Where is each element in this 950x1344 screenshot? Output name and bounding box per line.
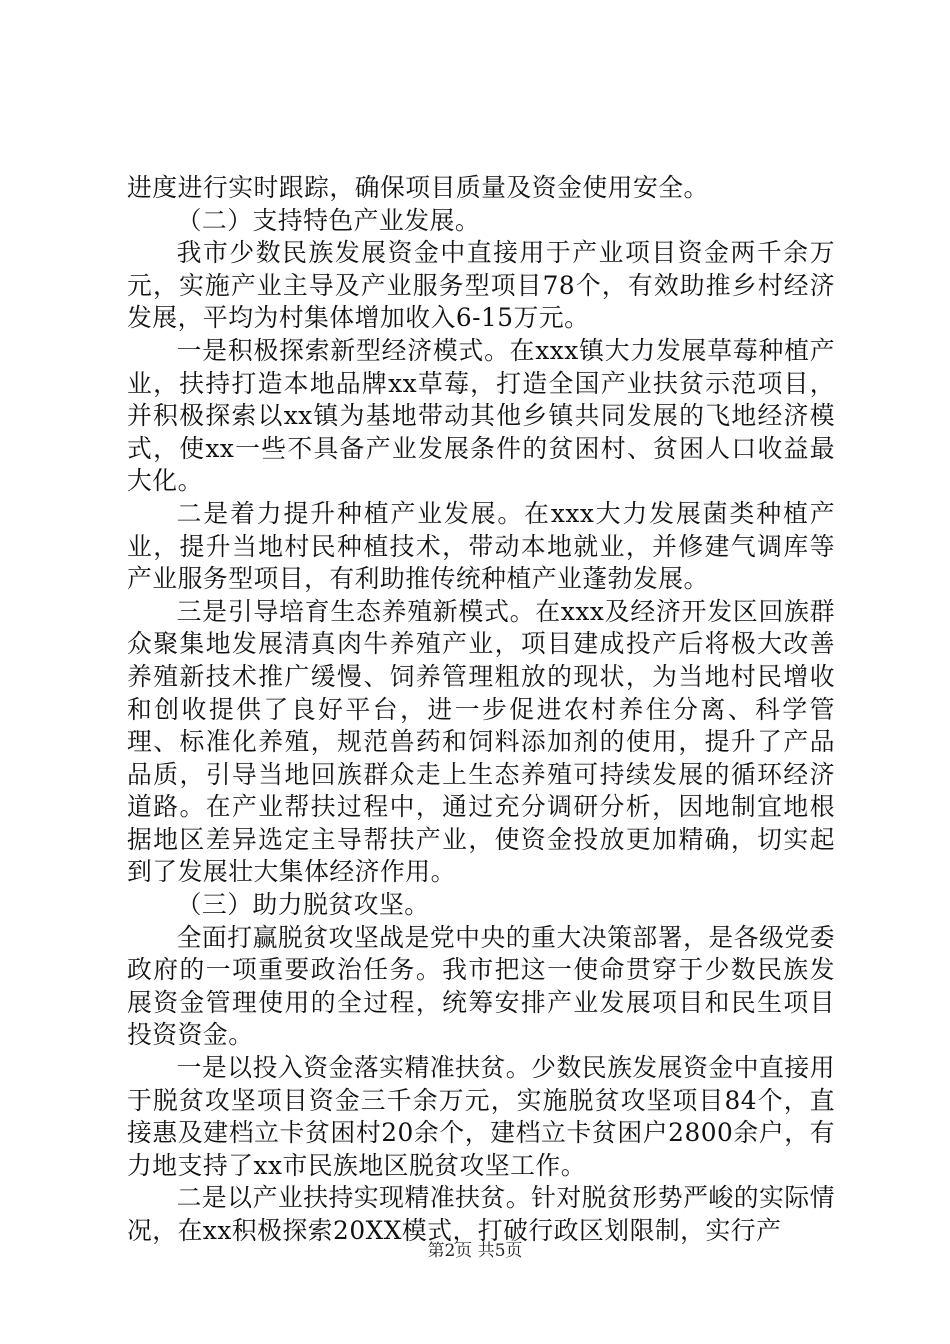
page-footer: [0, 1240, 950, 1262]
page-number: 第2页 共5页: [427, 1241, 523, 1261]
paragraph-planting-industry: 二是着力提升种植产业发展。在xxx大力发展菌类种植产业，提升当地村民种植技术，带动本地就业，并修建气调库等产业服务型项目，有利助推传统种植产业蓬勃发展。: [127, 498, 835, 594]
paragraph-ecological-breeding: 三是引导培育生态养殖新模式。在xxx及经济开发区回族群众聚集地发展清真肉牛养殖产业，项目建成投产后将极大改善养殖新技术推广缓慢、饲养管理粗放的现状，为当地村民增收和创收提供了良好平台，进一步促进农村养住分离、科学管理、标准化养殖，规范兽药和饲料添加剂的使用，提升了产品品质，引导当地回族群众走上生态养殖可持续发展的循环经济道路。在产业帮扶过程中，通过充分调研分析，因地制宜地根据地区差异选定主导帮扶产业，使资金投放更加精确，切实起到了发展壮大集体经济作用。: [127, 596, 835, 887]
paragraph-continuation: 进度进行实时跟踪，确保项目质量及资金使用安全。: [127, 173, 709, 202]
paragraph-industry-funds: 我市少数民族发展资金中直接用于产业项目资金两千余万元，实施产业主导及产业服务型项目78个，有效助推乡村经济发展，平均为村集体增加收入6-15万元。: [127, 238, 835, 333]
document-body: [127, 172, 835, 1248]
paragraph-poverty-alleviation: 全面打赢脱贫攻坚战是党中央的重大决策部署，是各级党委政府的一项重要政治任务。我市把这一使命贯穿于少数民族发展资金管理使用的全过程，统筹安排产业发展项目和民生项目投资资金。: [127, 922, 835, 1050]
paragraph-funding-precision: 一是以投入资金落实精准扶贫。少数民族发展资金中直接用于脱贫攻坚项目资金三千余万元，实施脱贫攻坚项目84个，直接惠及建档立卡贫困村20余个，建档立卡贫困户2800余户，有力地支持了xx市民族地区脱贫攻坚工作。: [127, 1053, 835, 1180]
section-heading-2: （二）支持特色产业发展。: [176, 205, 481, 235]
section-heading-3: （三）助力脱贫攻坚。: [176, 890, 430, 920]
paragraph-economic-model: 一是积极探索新型经济模式。在xxx镇大力发展草莓种植产业，扶持打造本地品牌xx草莓，打造全国产业扶贫示范项目，并积极探索以xx镇为基地带动其他乡镇共同发展的飞地经济模式，使xx一些不具备产业发展条件的贫困村、贫困人口收益最大化。: [127, 335, 835, 496]
paragraph-industry-precision: 二是以产业扶持实现精准扶贫。针对脱贫形势严峻的实际情况，在xx积极探索20XX模式，打破行政区划限制，实行产: [127, 1183, 835, 1245]
